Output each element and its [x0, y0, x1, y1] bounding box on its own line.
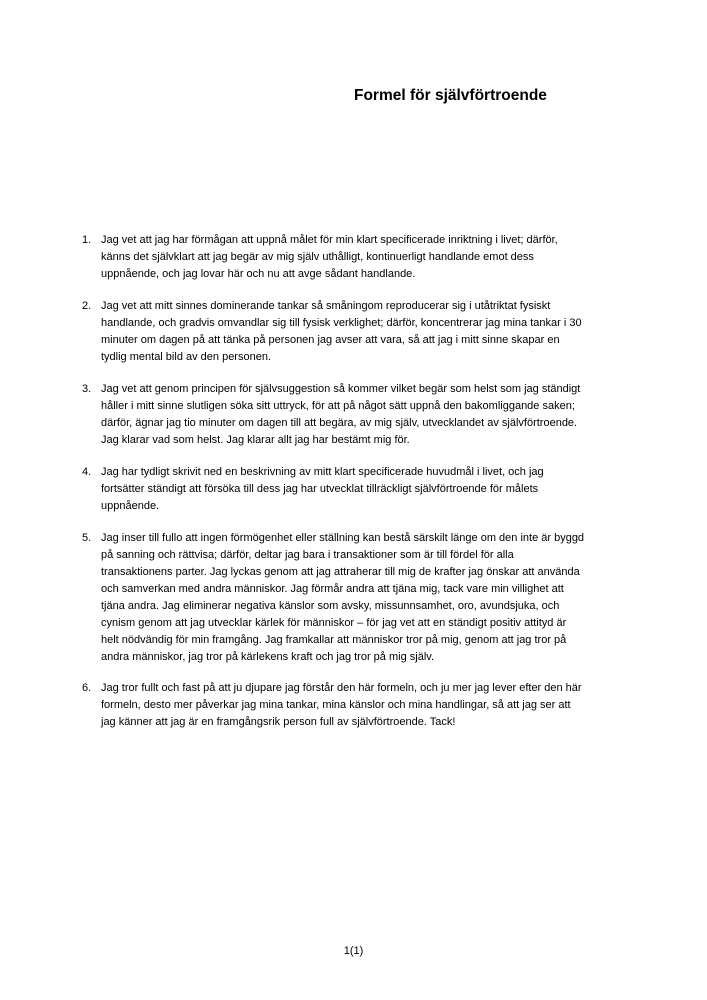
text-line: därför, ägnar jag tio minuter om dagen till att begära, av mig själv, utvecklandet av självförtroende. — [101, 417, 578, 429]
text-line: andra människor, jag tror på kärlekens kraft och jag tror på mig själv. — [101, 651, 435, 663]
list-item-text — [101, 464, 661, 515]
text-line: uppnående. — [101, 500, 160, 512]
text-line: Jag tror fullt och fast på att ju djupare jag förstår den här formeln, och ju mer jag lever efter den här — [101, 682, 582, 694]
list-item-number: 5. — [82, 532, 92, 544]
list-item-number: 2. — [82, 300, 92, 312]
list-item-number: 6. — [82, 682, 92, 694]
page-indicator: 1(1) — [343, 945, 364, 957]
text-line: Jag vet att genom principen för självsuggestion så kommer vilket begär som helst som jag ständigt — [101, 383, 581, 395]
list-item-number: 4. — [82, 466, 92, 478]
text-line: handlande, och gradvis omvandlar sig till fysisk verklighet; därför, koncentrerar jag mina tankar i 30 — [101, 317, 582, 329]
document-title: Formel för självförtroende — [354, 87, 547, 104]
text-line: håller i mitt sinne slutligen söka sitt uttryck, för att på något sätt uppnå den bakomliggande saken; — [101, 400, 575, 412]
list-item-text — [101, 680, 661, 731]
text-line: uppnående, och jag lovar här och nu att avge sådant handlande. — [101, 268, 416, 280]
text-line: cynism genom att jag utvecklar kärlek för människor – för jag vet att en ständigt positiv attityd är — [101, 617, 567, 629]
text-line: Jag har tydligt skrivit ned en beskrivning av mitt klart specificerade huvudmål i livet, och jag — [101, 466, 544, 478]
text-line: Jag klarar vad som helst. Jag klarar allt jag har bestämt mig för. — [101, 434, 410, 446]
text-line: helt nödvändig för min framgång. Jag framkallar att människor tror på mig, genom att jag tror på — [101, 634, 567, 646]
text-line: tjäna andra. Jag eliminerar negativa känslor som avsky, missunnsamhet, oro, avundsjuka, och — [101, 600, 560, 612]
list-item-text — [101, 232, 661, 283]
text-line: och samverkan med andra människor. Jag förmår andra att tjäna mig, tack vare min villighet att — [101, 583, 564, 595]
text-line: jag känner att jag är en framgångsrik person full av självförtroende. Tack! — [101, 716, 456, 728]
list-item-number: 1. — [82, 234, 92, 246]
list-item-text — [101, 298, 661, 366]
text-line: fortsätter ständigt att försöka till dess jag har utvecklat tillräckligt självförtroende för målets — [101, 483, 539, 495]
text-line: minuter om dagen på att tänka på personen jag avser att vara, så att jag i mitt sinne skapar en — [101, 334, 560, 346]
text-line: Jag inser till fullo att ingen förmögenhet eller ställning kan bestå särskilt länge om den inte är byggd — [101, 532, 585, 544]
list-item-text — [101, 381, 661, 449]
text-line: formeln, desto mer påverkar jag mina tankar, mina känslor och mina handlingar, så att jag ser att — [101, 699, 571, 711]
text-line: Jag vet att jag har förmågan att uppnå målet för min klart specificerade inriktning i livet; därför, — [101, 234, 558, 246]
text-line: på sanning och rättvisa; därför, deltar jag bara i transaktioner som är till fördel för alla — [101, 549, 514, 561]
text-line: tydlig mental bild av den personen. — [101, 351, 271, 363]
text-line: Jag vet att mitt sinnes dominerande tankar så småningom reproducerar sig i utåtriktat fysiskt — [101, 300, 551, 312]
list-item-text — [101, 530, 661, 666]
text-line: transaktionens parter. Jag lyckas genom att jag attraherar till mig de krafter jag önskar att använda — [101, 566, 580, 578]
list-item-number: 3. — [82, 383, 92, 395]
text-line: känns det självklart att jag begär av mig själv uthålligt, kontinuerligt handlande emot dess — [101, 251, 534, 263]
